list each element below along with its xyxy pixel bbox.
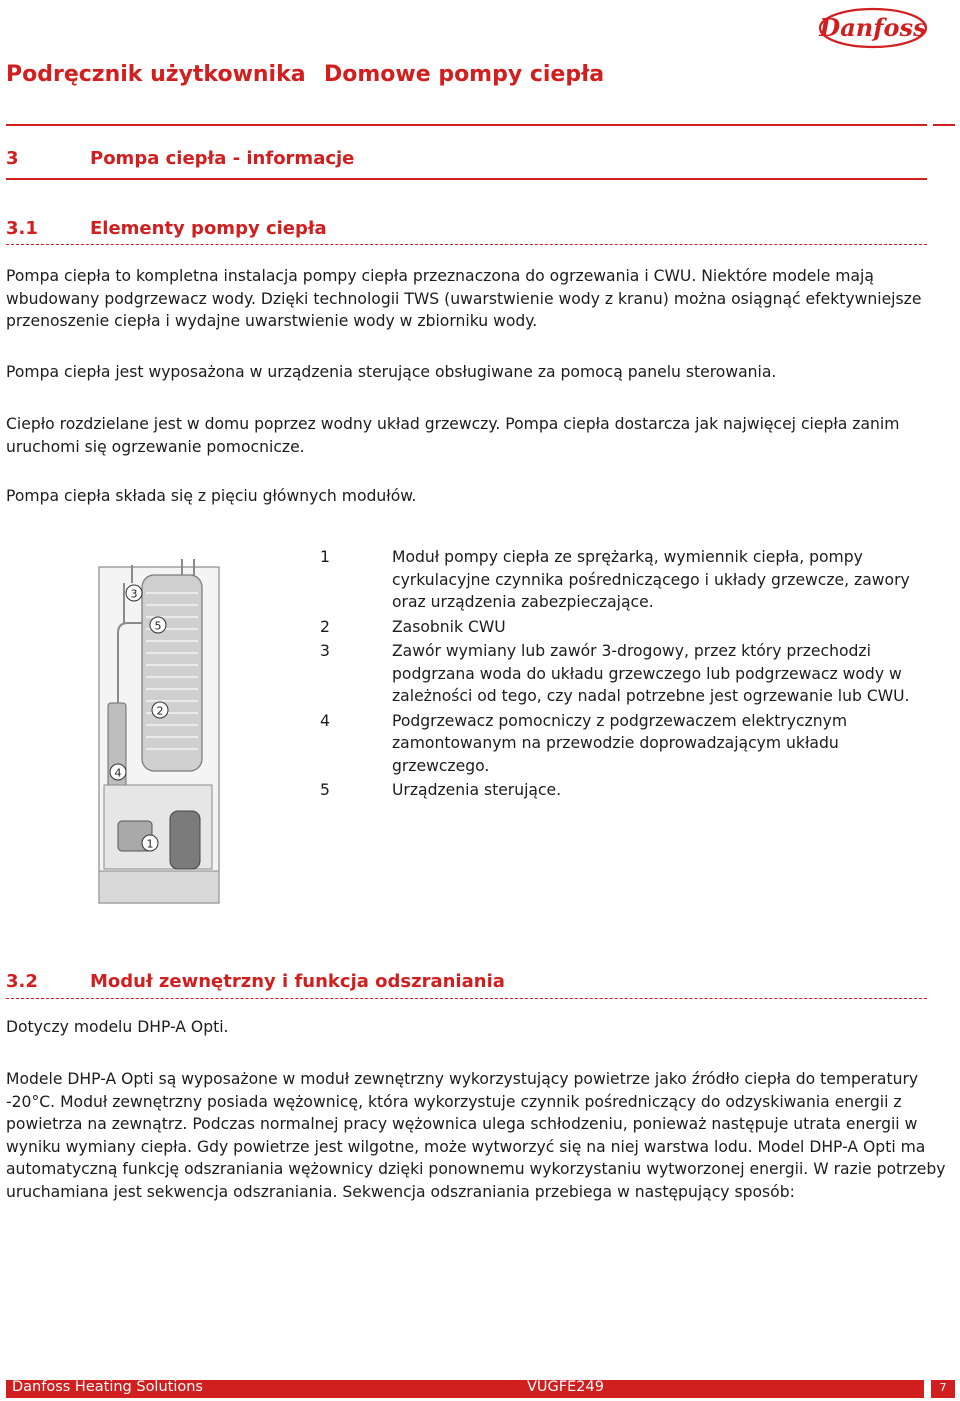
header-rule bbox=[6, 124, 927, 126]
subsection-title: Elementy pompy ciepła bbox=[90, 218, 327, 239]
header-rule-right bbox=[933, 124, 955, 126]
section-number: 3 bbox=[6, 148, 19, 169]
paragraph: Modele DHP-A Opti są wyposażone w moduł zewnętrzny wykorzystujący powietrze jako źródło ciepła do temperatury -20°C. Moduł zewnętrzny posiada wężownicę, która wykorzystuje czynnik pośredniczący do odzyskiwania energii z powietrza na zewnątrz. Podczas normalnej pracy wężownica ulega schłodzeniu, ponieważ następuje utrata energii w wyniku wymiany ciepła. Gdy powietrze jest wilgotne, może wytworzyć się na niej warstwa lodu. Model DHP-A Opti ma automatyczną funkcję odszraniania wężownicy dzięki ponownemu wykorzystaniu wytworzonej energii. W razie potrzeby uruchamiana jest sekwencja odszraniania. Sekwencja odszraniania przebiega w następujący sposób: bbox=[6, 1070, 946, 1201]
svg-text:3: 3 bbox=[130, 587, 138, 601]
callout-1 bbox=[142, 835, 158, 851]
svg-text:4: 4 bbox=[114, 766, 122, 780]
subsection-dashed-rule bbox=[6, 244, 927, 245]
subsection-number: 3.1 bbox=[6, 218, 38, 239]
callout-2 bbox=[152, 702, 168, 718]
component-legend bbox=[320, 546, 920, 804]
legend-item bbox=[320, 710, 920, 778]
legend-text: Urządzenia sterujące. bbox=[392, 781, 562, 799]
cabinet-base bbox=[99, 871, 219, 903]
legend-text: Zawór wymiany lub zawór 3-drogowy, przez który przechodzi podgrzana woda do układu grzewczego lub podgrzewacz wody w zależności od tego, czy nadal potrzebne jest ogrzewanie lub CWU. bbox=[392, 642, 910, 705]
callout-4 bbox=[110, 764, 126, 780]
logo-text: Danfoss bbox=[819, 13, 927, 42]
compressor bbox=[170, 811, 200, 869]
legend-text: Podgrzewacz pomocniczy z podgrzewaczem elektrycznym zamontowanym na przewodzie doprowadzającym układu grzewczego. bbox=[392, 711, 848, 775]
svg-text:2: 2 bbox=[156, 704, 164, 718]
legend-number: 4 bbox=[320, 711, 330, 730]
paragraph: Dotyczy modelu DHP-A Opti. bbox=[6, 1018, 229, 1036]
legend-number: 1 bbox=[320, 548, 330, 566]
callout-3 bbox=[126, 585, 142, 601]
paragraph: Ciepło rozdzielane jest w domu poprzez wodny układ grzewczy. Pompa ciepła dostarcza jak najwięcej ciepła zanim uruchomi się ogrzewanie pomocnicze. bbox=[6, 415, 900, 456]
legend-item bbox=[320, 616, 920, 639]
legend-item bbox=[320, 779, 920, 802]
svg-text:5: 5 bbox=[154, 619, 162, 633]
legend-item bbox=[320, 640, 920, 708]
doc-title: Podręcznik użytkownika bbox=[6, 62, 306, 87]
legend-text: Moduł pompy ciepła ze sprężarką, wymiennik ciepła, pompy cyrkulacyjne czynnika pośredniczącego i układy grzewcze, zawory oraz urządzenia zabezpieczające. bbox=[392, 548, 910, 611]
legend-text: Zasobnik CWU bbox=[392, 617, 506, 636]
heat-pump-diagram bbox=[98, 553, 220, 904]
subsection-dashed-rule bbox=[6, 998, 927, 999]
footer-company: Danfoss Heating Solutions bbox=[12, 1379, 203, 1395]
svg-text:1: 1 bbox=[146, 837, 154, 851]
legend-number: 3 bbox=[320, 642, 330, 660]
paragraph: Pompa ciepła jest wyposażona w urządzenia sterujące obsługiwane za pomocą panelu sterowania. bbox=[6, 363, 777, 381]
danfoss-logo bbox=[818, 6, 928, 50]
legend-item bbox=[320, 546, 920, 614]
subsection-title: Moduł zewnętrzny i funkcja odszraniania bbox=[90, 971, 505, 992]
paragraph: Pompa ciepła składa się z pięciu głównych modułów. bbox=[6, 487, 417, 505]
paragraph: Pompa ciepła to kompletna instalacja pompy ciepła przeznaczona do ogrzewania i CWU. Niektóre modele mają wbudowany podgrzewacz wody. Dzięki technologii TWS (uwarstwienie wody z kranu) można osiągnąć efektywniejsze przenoszenie ciepła i wydajne uwarstwienie wody w zbiorniku wody. bbox=[6, 267, 922, 330]
doc-subtitle: Domowe pompy ciepła bbox=[324, 62, 605, 87]
legend-number: 5 bbox=[320, 781, 330, 799]
section-rule bbox=[6, 178, 927, 180]
footer-doc-code: VUGFE249 bbox=[527, 1379, 604, 1395]
page-number: 7 bbox=[939, 1381, 947, 1394]
legend-number: 2 bbox=[320, 617, 330, 636]
subsection-number: 3.2 bbox=[6, 971, 38, 992]
section-title: Pompa ciepła - informacje bbox=[90, 148, 355, 169]
callout-5 bbox=[150, 617, 166, 633]
